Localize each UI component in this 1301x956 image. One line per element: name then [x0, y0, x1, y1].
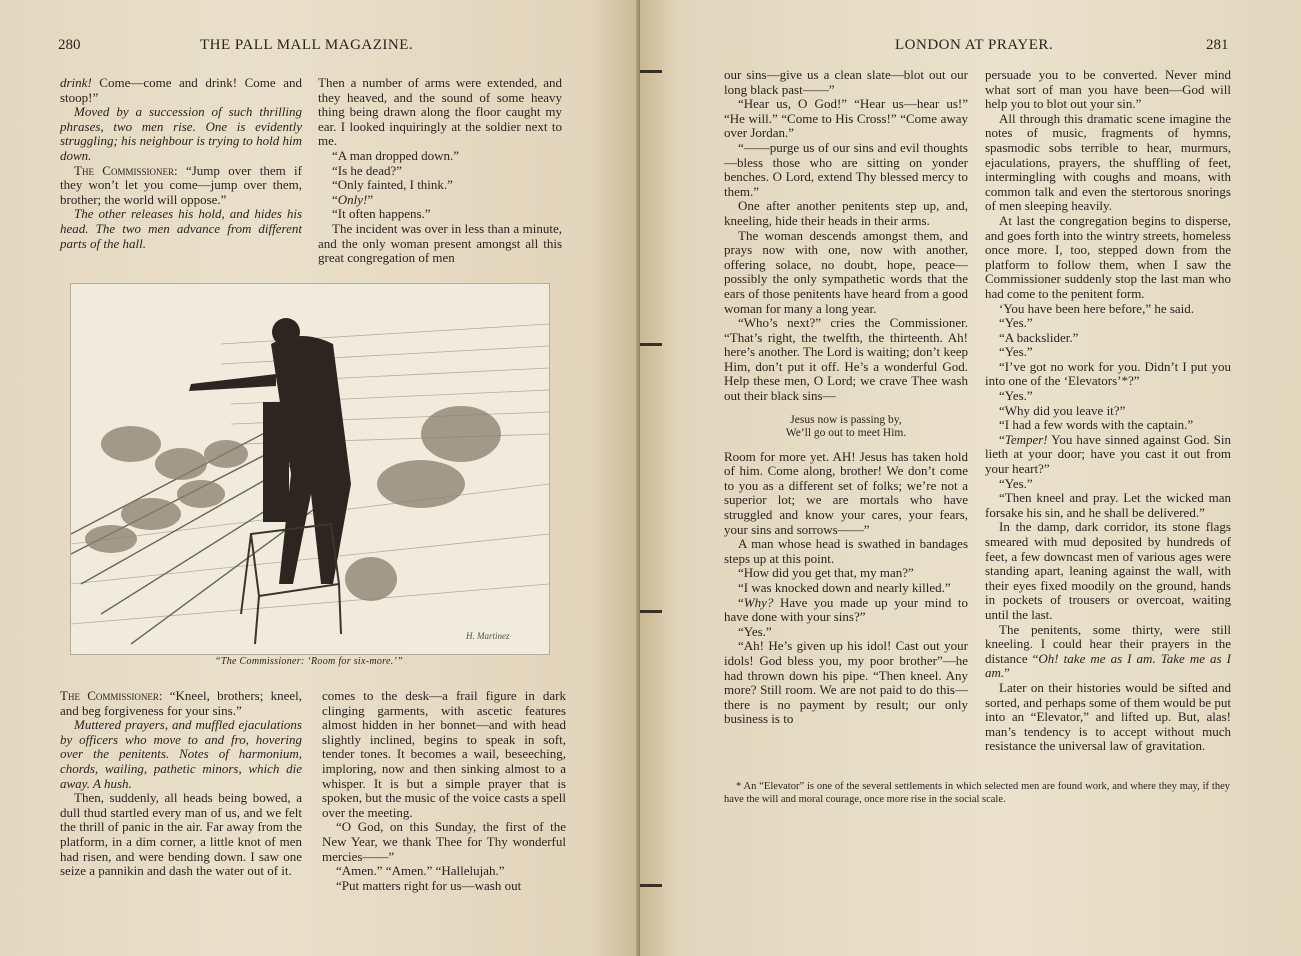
text-run: The incident was over in less than a minute, and the only woman present amongst all this great congregation of men — [318, 220, 562, 266]
text-run: “——purge us of our sins and evil thoughts—bless those who are sitting on yonder benches. O Lord, extend Thy blessed mercy to them.” — [724, 139, 968, 199]
paragraph — [318, 193, 562, 208]
italic-run: Moved by a succession of such thrilling phrases, two men rise. One is evidently struggling; his neighbour is trying to hold him down. — [60, 104, 302, 163]
text-run: “Is he dead?” — [332, 162, 403, 178]
text-run: : “Jump over them if they won’t let you come—jump over them, brother; the world will oppose.” — [60, 162, 302, 207]
paragraph — [985, 477, 1231, 492]
paragraph — [60, 164, 302, 208]
text-run: One after another penitents step up, and, kneeling, hide their heads in their arms. — [724, 198, 968, 228]
hymn-line-2: We’ll go out to meet Him. — [785, 426, 907, 439]
paragraph — [60, 689, 302, 718]
binding-thread — [640, 343, 662, 346]
paragraph — [985, 360, 1231, 389]
left-col2-top — [318, 76, 562, 266]
svg-text:H. Martinez: H. Martinez — [466, 631, 510, 641]
paragraph — [985, 623, 1231, 681]
paragraph — [724, 316, 968, 404]
text-run: “Amen.” “Amen.” “Hallelujah.” — [336, 863, 505, 879]
binding-thread — [640, 884, 662, 887]
running-head-left: THE PALL MALL MAGAZINE. — [200, 37, 414, 53]
text-run: “Only fainted, I think.” — [332, 177, 453, 193]
text-run: comes to the desk—a frail figure in dark clinging garments, with ascetic features almost hidden in her bonnet—and with head slightly inclined, begins to speak in soft, tender tones. It becomes a wail, beseeching, imploring, now and then sinking almost to a whisper. It is but a simple prayer that is spoken, but the music of the voice casts a spell over the meeting. — [322, 688, 566, 820]
left-col2-bottom — [322, 689, 566, 893]
text-run: Come—come and drink! Come and stoop!” — [60, 75, 302, 105]
left-col1-top — [60, 76, 302, 251]
paragraph — [318, 222, 562, 266]
italic-run: The other releases his hold, and hides his head. The two men advance from different parts of the hall. — [60, 206, 302, 251]
right-page — [640, 0, 1301, 956]
illustration-commissioner — [70, 283, 550, 655]
italic-run: Why? — [743, 594, 774, 610]
speaker-name: The Commissioner — [74, 162, 174, 178]
paragraph — [318, 164, 562, 179]
text-run: our sins—give us a clean slate—blot out our long black past——” — [724, 67, 968, 97]
text-run: “ — [738, 594, 744, 610]
paragraph — [724, 625, 968, 640]
paragraph — [985, 331, 1231, 346]
text-run: “I was knocked down and nearly killed.” — [738, 580, 951, 595]
paragraph — [985, 302, 1231, 317]
paragraph — [985, 389, 1231, 404]
paragraph — [724, 68, 968, 97]
italic-run: Oh! take me as I am. Take me as I am. — [985, 650, 1231, 681]
paragraph — [60, 207, 302, 251]
binding-thread — [640, 70, 662, 73]
binding-thread — [640, 610, 662, 613]
footnote: * An “Elevator” is one of the several settlements in which selected men are found work, and where they may, if they have the will and moral courage, once more rise in the social scale. — [724, 781, 1230, 805]
text-run: Later on their histories would be sifted and sorted, and perhaps some of them would be put into an “Elevator,” and lifted up. But, alas! man’s tendency is to accept without much resistance the universal law of gravitation. — [985, 679, 1231, 754]
text-run: : “Kneel, brothers; kneel, and beg forgiveness for your sins.” — [60, 688, 302, 718]
text-run: “Who’s next?” cries the Commissioner. “That’s right, the twelfth, the thirteenth. Ah! here’s another. The Lord is waiting; don’t keep Him, don’t put it off. He’s a wonderful God. Help these men, O Lord; we crave Thee wash out their black sins— — [724, 315, 968, 404]
speaker-name: The Commissioner — [60, 688, 159, 703]
paragraph — [724, 537, 968, 566]
text-run: “Yes.” — [999, 315, 1033, 331]
text-run: In the damp, dark corridor, its stone flags smeared with mud deposited by hundreds of feet, a few downcast men of various ages were standing apart, leaning against the wall, with their eyes fixed moodily on the ground, hands in pockets of trousers or overcoat, waiting until the last. — [985, 519, 1231, 622]
paragraph — [322, 879, 566, 894]
paragraph — [60, 105, 302, 163]
right-col1-a — [724, 68, 968, 404]
paragraph — [985, 433, 1231, 477]
running-head-right: LONDON AT PRAYER. — [895, 37, 1054, 53]
right-col2 — [985, 68, 1231, 754]
text-run: “It often happens.” — [332, 206, 431, 222]
paragraph — [985, 418, 1231, 433]
text-run: At last the congregation begins to disperse, and goes forth into the wintry streets, homeless once more. I, too, stepped down from the platform to follow them, when I saw the Commissioner suddenly stop the last man who had come to the penitent form. — [985, 212, 1231, 301]
paragraph — [724, 141, 968, 199]
paragraph — [724, 229, 968, 317]
paragraph — [985, 68, 1231, 112]
paragraph — [985, 214, 1231, 302]
text-run: “ — [332, 191, 338, 207]
text-run: “Hear us, O God!” “Hear us—hear us!” “He will.” “Come to His Cross!” “Come away over Jordan.” — [724, 96, 968, 141]
text-run: You have sinned against God. Sin lieth at your door; have you cast it out from your heart?” — [985, 431, 1231, 477]
hymn-line-1: Jesus now is passing by, — [790, 413, 902, 426]
paragraph — [724, 199, 968, 228]
paragraph — [985, 316, 1231, 331]
text-run: “I had a few words with the captain.” — [999, 417, 1194, 433]
text-run: The woman descends amongst them, and prays now with one, now with another, offering solace, no doubt, hope, peace—possibly the only sympathetic words that the ears of those penitents have heard from a good woman for many a long year. — [724, 227, 968, 316]
paragraph — [985, 112, 1231, 214]
page-number-right: 281 — [1206, 37, 1229, 53]
paragraph — [985, 345, 1231, 360]
paragraph — [322, 820, 566, 864]
right-col1 — [724, 68, 968, 727]
text-run: “How did you get that, my man?” — [738, 565, 914, 581]
text-run: “Then kneel and pray. Let the wicked man forsake his sin, and he shall be delivered.” — [985, 490, 1231, 520]
text-run: “A backslider.” — [999, 329, 1079, 345]
italic-run: Only! — [337, 191, 368, 207]
text-run: All through this dramatic scene imagine the notes of music, fragments of hymns, spasmodic sobs terrible to hear, murmurs, ejaculations, prayers, the shuffling of feet, intermingling with coughs and moans, with common talk and even the stertorous snorings of men sleeping heavily. — [985, 110, 1231, 214]
paragraph — [318, 207, 562, 222]
paragraph — [724, 566, 968, 581]
paragraph — [322, 689, 566, 820]
paragraph — [60, 718, 302, 791]
paragraph — [724, 97, 968, 141]
text-run: “Yes.” — [999, 475, 1033, 491]
paragraph — [724, 450, 968, 538]
paragraph — [322, 864, 566, 879]
text-run: Room for more yet. AH! Jesus has taken hold of him. Come along, brother! We don’t come to you as a different set of folks; we’re not a superior lot; we are mortals who have struggled and know your cares, your fears, your sins and sorrows——” — [724, 448, 968, 537]
text-run: ‘You have been here before,” he said. — [999, 300, 1195, 316]
left-page — [0, 0, 640, 956]
text-run: ” — [367, 191, 374, 207]
illustration-caption: “The Commissioner: ‘Room for six-more.’” — [214, 656, 403, 667]
italic-run: Muttered prayers, and muffled ejaculations by officers who move to and fro, hovering over the penitents. Notes of harmonium, chords, wailing, pathetic minors, which die away. A hush. — [60, 717, 302, 791]
text-run: The penitents, some thirty, were still kneeling. I could hear their prayers in the distance “ — [985, 621, 1231, 666]
paragraph — [318, 76, 562, 149]
text-run: “I’ve got no work for you. Didn’t I put you into one of the ‘Elevators’*?” — [985, 358, 1231, 389]
text-run: “A man dropped down.” — [332, 147, 460, 163]
paragraph — [985, 520, 1231, 622]
text-run: “Yes.” — [738, 623, 772, 639]
paragraph — [724, 596, 968, 625]
page-number-left: 280 — [58, 37, 81, 53]
text-run: “Yes.” — [999, 388, 1033, 404]
text-run: “Why did you leave it?” — [999, 402, 1126, 418]
text-run: “Put matters right for us—wash out — [336, 877, 522, 893]
paragraph — [724, 581, 968, 596]
text-run: Then, suddenly, all heads being bowed, a dull thud startled every man of us, and we felt the thrill of panic in the air. Far away from the platform, in a dim corner, a little knot of men had risen, and were bending down. I saw one seize a pannikin and dash the water out of it. — [60, 790, 302, 879]
italic-run: Temper! — [1004, 431, 1048, 447]
text-run: “Ah! He’s given up his idol! Cast out your idols! God bless you, my poor brother”—he had thrown down his pipe. “Then kneel. Any more? Still room. We are not paid to do this—there is no payment by result; our only business is to — [724, 638, 968, 727]
paragraph — [985, 681, 1231, 754]
italic-run: drink! — [60, 75, 92, 90]
hymn-verse — [724, 414, 968, 440]
paragraph — [985, 491, 1231, 520]
text-run: Have you made up your mind to have done with your sins?” — [724, 594, 968, 625]
paragraph — [724, 639, 968, 727]
text-run: persuade you to be converted. Never mind what sort of man you have been—God will help you to blot out your sin.” — [985, 67, 1231, 112]
paragraph — [60, 76, 302, 105]
paragraph — [60, 791, 302, 879]
illustration-drawing — [71, 284, 549, 654]
text-run: “Yes.” — [999, 344, 1033, 360]
text-run: A man whose head is swathed in bandages steps up at this point. — [724, 536, 968, 566]
paragraph — [318, 149, 562, 164]
left-col1-bottom — [60, 689, 302, 879]
paragraph — [318, 178, 562, 193]
text-run: “O God, on this Sunday, the first of the New Year, we thank Thee for Thy wonderful mercies——” — [322, 819, 566, 864]
text-run: “ — [999, 431, 1005, 447]
text-run: Then a number of arms were extended, and they heaved, and the sound of some heavy thing being drawn along the floor caught my ear. I looked inquiringly at the soldier next to me. — [318, 75, 562, 149]
paragraph — [985, 404, 1231, 419]
text-run: ” — [1004, 665, 1010, 681]
right-col1-b — [724, 450, 968, 727]
